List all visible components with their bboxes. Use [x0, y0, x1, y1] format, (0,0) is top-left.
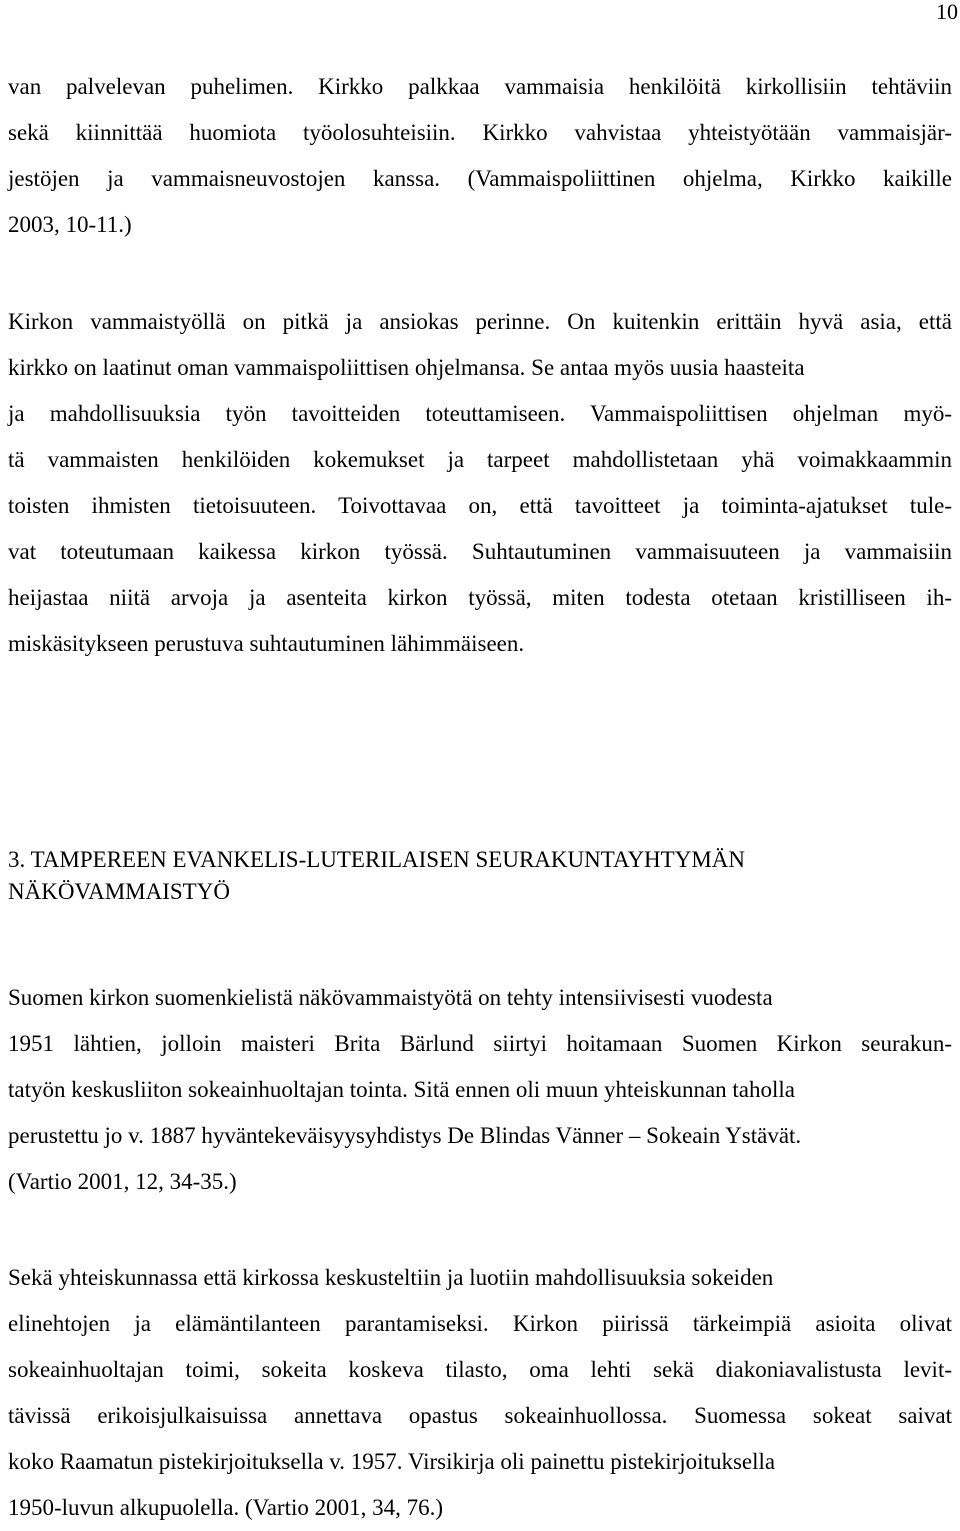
paragraph-line: 1951 lähtien, jolloin maisteri Brita Bärlund siirtyi hoitamaan Suomen Kirkon seurakun- [8, 1031, 952, 1056]
paragraph-line: vat toteutumaan kaikessa kirkon työssä. Suhtautuminen vammaisuuteen ja vammaisiin [8, 539, 952, 564]
paragraph-line: kirkko on laatinut oman vammaispoliittisen ohjelmansa. Se antaa myös uusia haasteita [8, 355, 805, 380]
paragraph-line: Suomen kirkon suomenkielistä näkövammaistyötä on tehty intensiivisesti vuodesta [8, 985, 773, 1010]
paragraph-line: 1950-luvun alkupuolella. (Vartio 2001, 34, 76.) [8, 1495, 444, 1520]
page-number: 10 [936, 0, 958, 24]
paragraph-line: Sekä yhteiskunnassa että kirkossa keskusteltiin ja luotiin mahdollisuuksia sokeiden [8, 1265, 774, 1290]
paragraph-line: Kirkon vammaistyöllä on pitkä ja ansiokas perinne. On kuitenkin erittäin hyvä asia, että [8, 309, 952, 334]
paragraph-line: miskäsitykseen perustuva suhtautuminen lähimmäiseen. [8, 631, 525, 656]
paragraph-line: 2003, 10-11.) [8, 212, 132, 237]
section-heading: NÄKÖVAMMAISTYÖ [8, 879, 230, 904]
paragraph-line: perustettu jo v. 1887 hyväntekeväisyysyhdistys De Blindas Vänner – Sokeain Ystävät. [8, 1123, 802, 1148]
paragraph-line: heijastaa niitä arvoja ja asenteita kirkon työssä, miten todesta otetaan kristilliseen ih- [8, 585, 952, 610]
paragraph-line: (Vartio 2001, 12, 34-35.) [8, 1169, 237, 1194]
paragraph-line: sokeainhuoltajan toimi, sokeita koskeva tilasto, oma lehti sekä diakoniavalistusta levit- [8, 1357, 952, 1382]
paragraph-line: tä vammaisten henkilöiden kokemukset ja tarpeet mahdollistetaan yhä voimakkaammin [8, 447, 952, 472]
section-heading: 3. TAMPEREEN EVANKELIS-LUTERILAISEN SEURAKUNTAYHTYMÄN [8, 847, 745, 872]
paragraph-line: jestöjen ja vammaisneuvostojen kanssa. (Vammaispoliittinen ohjelma, Kirkko kaikille [8, 166, 952, 191]
paragraph-line: toisten ihmisten tietoisuuteen. Toivottavaa on, että tavoitteet ja toiminta-ajatukset tule- [8, 493, 952, 518]
paragraph-line: sekä kiinnittää huomiota työolosuhteisiin. Kirkko vahvistaa yhteistyötään vammaisjär- [8, 120, 952, 145]
paragraph-line: elinehtojen ja elämäntilanteen parantamiseksi. Kirkon piirissä tärkeimpiä asioita olivat [8, 1311, 952, 1336]
paragraph-line: koko Raamatun pistekirjoituksella v. 1957. Virsikirja oli painettu pistekirjoituksella [8, 1449, 776, 1474]
paragraph-line: tävissä erikoisjulkaisuissa annettava opastus sokeainhuollossa. Suomessa sokeat saivat [8, 1403, 952, 1428]
paragraph-line: van palvelevan puhelimen. Kirkko palkkaa vammaisia henkilöitä kirkollisiin tehtäviin [8, 74, 952, 99]
paragraph-line: tatyön keskusliiton sokeainhuoltajan tointa. Sitä ennen oli muun yhteiskunnan taholla [8, 1077, 795, 1102]
paragraph-line: ja mahdollisuuksia työn tavoitteiden toteuttamiseen. Vammaispoliittisen ohjelman myö- [8, 401, 952, 426]
